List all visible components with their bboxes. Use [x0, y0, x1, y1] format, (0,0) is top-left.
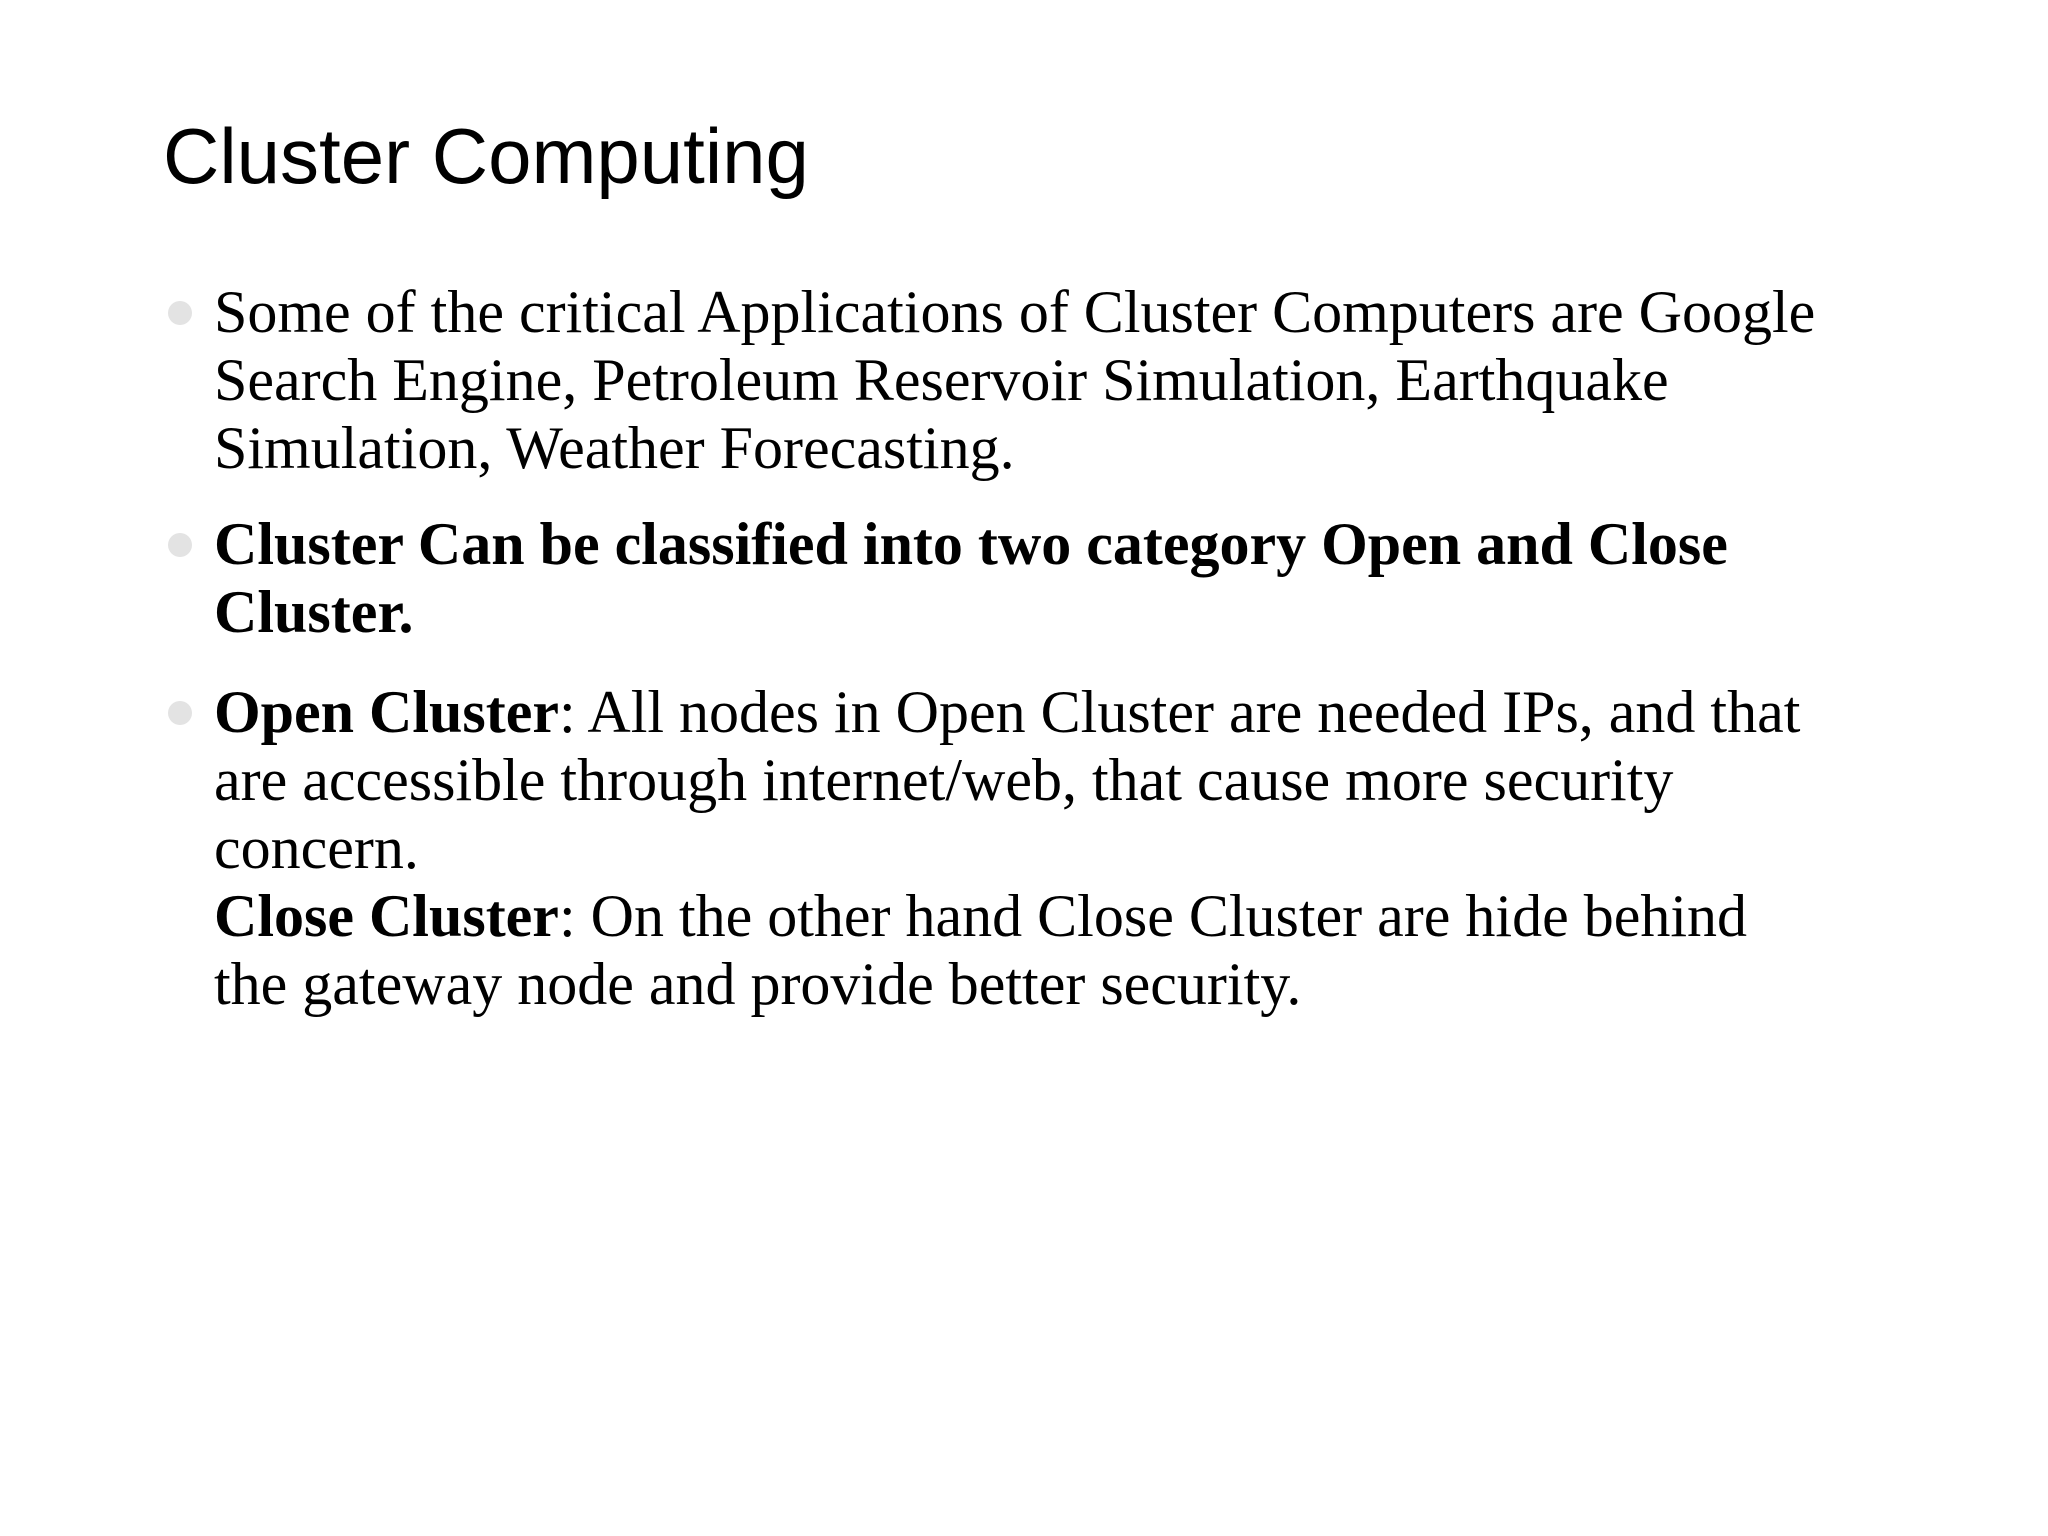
close-cluster-line	[214, 882, 1934, 950]
bullet-text-line: Simulation, Weather Forecasting.	[214, 415, 1015, 481]
bullet-text-line: Cluster.	[214, 579, 414, 645]
bullet-item-classification	[214, 510, 1934, 646]
bullet-item-open-close-cluster	[214, 678, 1934, 1018]
bullet-item-applications	[214, 278, 1934, 482]
bullet-dot-icon	[168, 533, 192, 557]
bullet-dot-icon	[168, 301, 192, 325]
close-cluster-term: Close Cluster	[214, 883, 559, 949]
open-cluster-term: Open Cluster	[214, 679, 559, 745]
bullet-text-line: Some of the critical Applications of Cluster Computers are Google	[214, 279, 1816, 345]
open-cluster-line	[214, 678, 1934, 746]
slide-title: Cluster Computing	[163, 112, 809, 200]
open-cluster-description: : All nodes in Open Cluster are needed IPs, and that	[559, 679, 1801, 745]
close-cluster-description: : On the other hand Close Cluster are hide behind	[558, 883, 1747, 949]
bullet-text-line: concern.	[214, 815, 419, 881]
bullet-text-line: Search Engine, Petroleum Reservoir Simulation, Earthquake	[214, 347, 1669, 413]
bullet-dot-icon	[168, 701, 192, 725]
bullet-text-line: Cluster Can be classified into two category Open and Close	[214, 511, 1728, 577]
bullet-text-line: are accessible through internet/web, that cause more security	[214, 747, 1674, 813]
bullet-text-line: the gateway node and provide better security.	[214, 951, 1302, 1017]
